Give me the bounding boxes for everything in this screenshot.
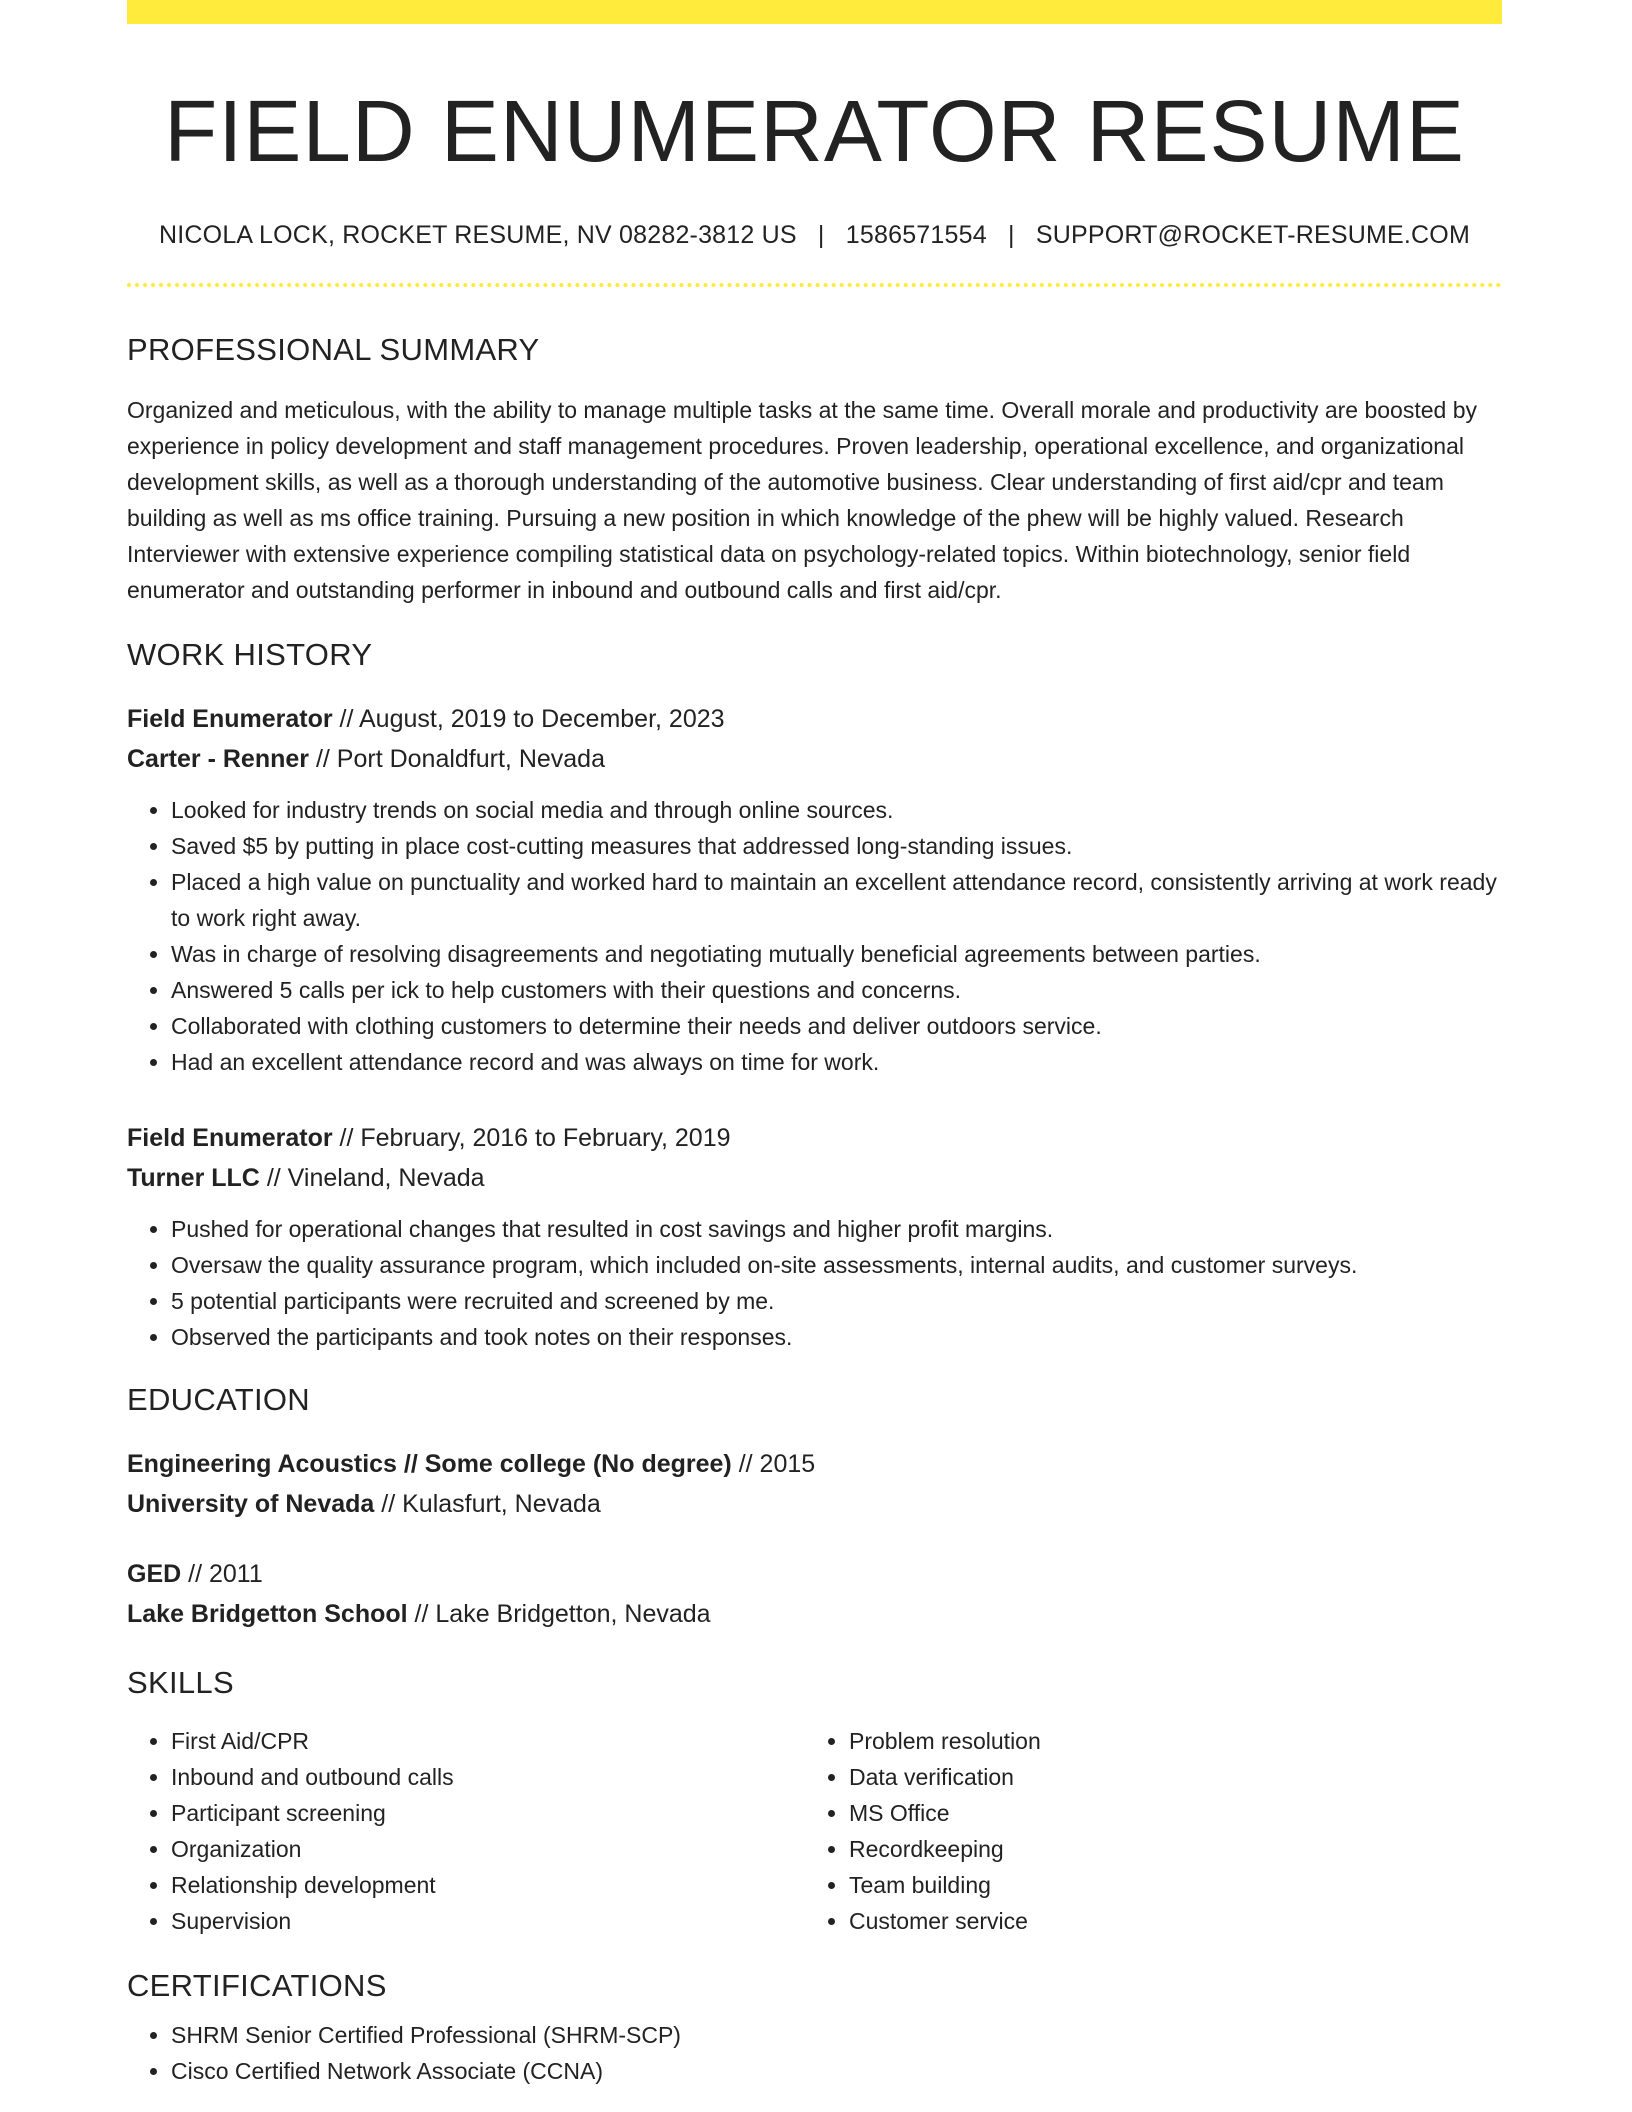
job-dates: // August, 2019 to December, 2023 xyxy=(339,704,725,733)
job-location: // Vineland, Nevada xyxy=(266,1163,485,1192)
degree-line xyxy=(127,1554,1502,1594)
job-title-line xyxy=(127,1118,1502,1158)
list-item: • Relationship development xyxy=(171,1867,805,1903)
school: University of Nevada xyxy=(127,1489,375,1518)
degree: Engineering Acoustics // Some college (No degree) xyxy=(127,1449,732,1478)
list-item: • Problem resolution xyxy=(849,1723,1483,1759)
list-item: • Answered 5 calls per ick to help customers with their questions and concerns. xyxy=(171,972,1502,1008)
skills-list-right xyxy=(805,1723,1483,1939)
job-dates: // February, 2016 to February, 2019 xyxy=(339,1123,731,1152)
list-item: • SHRM Senior Certified Professional (SHRM-SCP) xyxy=(171,2017,1502,2053)
list-item: • Observed the participants and took notes on their responses. xyxy=(171,1319,1502,1355)
contact-address: NICOLA LOCK, ROCKET RESUME, NV 08282-3812 US xyxy=(159,221,797,250)
school: Lake Bridgetton School xyxy=(127,1599,408,1628)
job-company: Carter - Renner xyxy=(127,744,309,773)
skills-columns xyxy=(127,1723,1502,1939)
school-line xyxy=(127,1484,1502,1524)
accent-top-bar xyxy=(127,0,1502,24)
contact-email: SUPPORT@ROCKET-RESUME.COM xyxy=(1035,221,1470,250)
education-heading: EDUCATION xyxy=(127,1381,310,1417)
job-company: Turner LLC xyxy=(127,1163,260,1192)
list-item: • Oversaw the quality assurance program, which included on-site assessments, internal audits, and customer surveys. xyxy=(171,1247,1502,1283)
list-item: • Saved $5 by putting in place cost-cutting measures that addressed long-standing issues. xyxy=(171,828,1502,864)
job-entry xyxy=(127,1118,1502,1355)
list-item: • Participant screening xyxy=(171,1795,805,1831)
job-bullets xyxy=(127,792,1502,1080)
job-title-line xyxy=(127,699,1502,739)
list-item: • Customer service xyxy=(849,1903,1483,1939)
education-entry xyxy=(127,1444,1502,1524)
job-company-line xyxy=(127,739,1502,779)
job-location: // Port Donaldfurt, Nevada xyxy=(315,744,605,773)
job-title: Field Enumerator xyxy=(127,704,333,733)
job-bullets xyxy=(127,1211,1502,1355)
list-item: • 5 potential participants were recruited and screened by me. xyxy=(171,1283,1502,1319)
contact-phone: 1586571554 xyxy=(845,221,987,250)
contact-line xyxy=(127,220,1502,250)
job-company-line xyxy=(127,1158,1502,1198)
skills-list-left xyxy=(127,1723,805,1939)
list-item: • Inbound and outbound calls xyxy=(171,1759,805,1795)
work-history-heading: WORK HISTORY xyxy=(127,636,373,672)
list-item: • Placed a high value on punctuality and worked hard to maintain an excellent attendance record, consistently arriving at work ready to work right away. xyxy=(171,864,1502,936)
contact-separator: | xyxy=(817,221,825,250)
summary-heading: PROFESSIONAL SUMMARY xyxy=(127,332,540,368)
list-item: • Supervision xyxy=(171,1903,805,1939)
certifications-heading: CERTIFICATIONS xyxy=(127,1968,387,2004)
list-item: • Recordkeeping xyxy=(849,1831,1483,1867)
job-title: Field Enumerator xyxy=(127,1123,333,1152)
list-item: • Had an excellent attendance record and was always on time for work. xyxy=(171,1044,1502,1080)
degree: GED xyxy=(127,1559,182,1588)
contact-separator: | xyxy=(1007,221,1015,250)
list-item: • Pushed for operational changes that resulted in cost savings and higher profit margins. xyxy=(171,1211,1502,1247)
list-item: • Data verification xyxy=(849,1759,1483,1795)
resume-page xyxy=(127,0,1502,2089)
list-item: • Collaborated with clothing customers to determine their needs and deliver outdoors service. xyxy=(171,1008,1502,1044)
list-item: • First Aid/CPR xyxy=(171,1723,805,1759)
list-item: • Was in charge of resolving disagreements and negotiating mutually beneficial agreements between parties. xyxy=(171,936,1502,972)
dotted-divider xyxy=(127,283,1502,287)
list-item: • Team building xyxy=(849,1867,1483,1903)
list-item: • Organization xyxy=(171,1831,805,1867)
school-line xyxy=(127,1594,1502,1634)
job-entry xyxy=(127,699,1502,1080)
certifications-list xyxy=(127,2017,1502,2089)
degree-year: // 2015 xyxy=(738,1449,816,1478)
school-location: // Kulasfurt, Nevada xyxy=(381,1489,601,1518)
degree-line xyxy=(127,1444,1502,1484)
summary-text: Organized and meticulous, with the ability to manage multiple tasks at the same time. Overall morale and productivity are boosted by experience in policy development and staff management procedures. Proven leadership, operational excellence, and organizational development skills, as well as a thorough understanding of the automotive business. Clear understanding of first aid/cpr and team building as well as ms office training. Pursuing a new position in which knowledge of the phew will be highly valued. Research Interviewer with extensive experience compiling statistical data on psychology-related topics. Within biotechnology, senior field enumerator and outstanding performer in inbound and outbound calls and first aid/cpr. xyxy=(127,396,1478,603)
school-location: // Lake Bridgetton, Nevada xyxy=(414,1599,711,1628)
education-entry xyxy=(127,1554,1502,1634)
list-item: • Cisco Certified Network Associate (CCNA) xyxy=(171,2053,1502,2089)
page-title: FIELD ENUMERATOR RESUME xyxy=(164,83,1465,180)
degree-year: // 2011 xyxy=(188,1559,263,1588)
skills-heading: SKILLS xyxy=(127,1664,234,1700)
list-item: • MS Office xyxy=(849,1795,1483,1831)
list-item: • Looked for industry trends on social media and through online sources. xyxy=(171,792,1502,828)
